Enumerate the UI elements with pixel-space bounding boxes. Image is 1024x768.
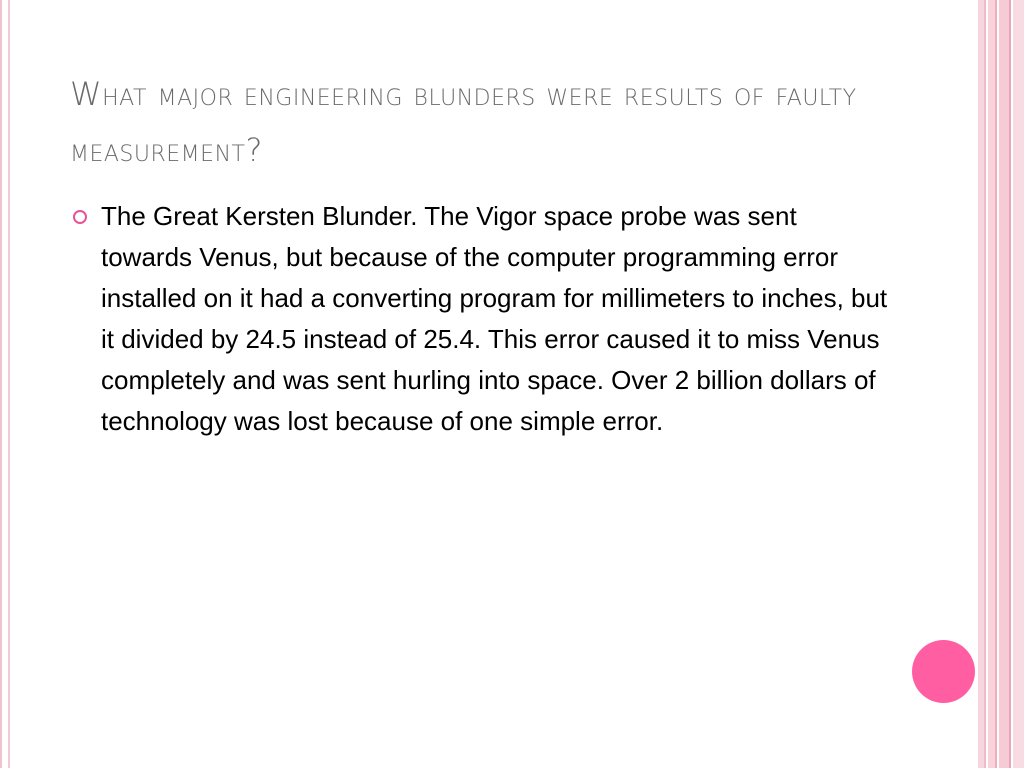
hollow-circle-bullet-icon	[73, 210, 87, 224]
right-decor-stripe	[984, 0, 986, 768]
left-border-line	[0, 0, 2, 768]
slide-title: What major engineering blunders were results of faulty measurement?	[70, 75, 857, 169]
right-decor-stripe	[988, 0, 995, 768]
left-border-line	[8, 0, 10, 768]
bullet-text: The Great Kersten Blunder. The Vigor space probe was sent towards Venus, but because of the computer programming error installed on it had a converting program for millimeters to inches, but it divided by 24.5 instead of 25.4. This error caused it to miss Venus completely and was sent hurling into space. Over 2 billion dollars of technology was lost because of one simple error.	[101, 201, 888, 436]
right-decor-stripe	[1013, 0, 1024, 768]
right-decor-stripe	[999, 0, 1009, 768]
right-decor-stripe	[995, 0, 997, 768]
slide-content	[72, 196, 892, 442]
right-decor-stripe	[1009, 0, 1011, 768]
bullet-item	[72, 196, 892, 442]
pink-circle-icon	[912, 640, 975, 703]
